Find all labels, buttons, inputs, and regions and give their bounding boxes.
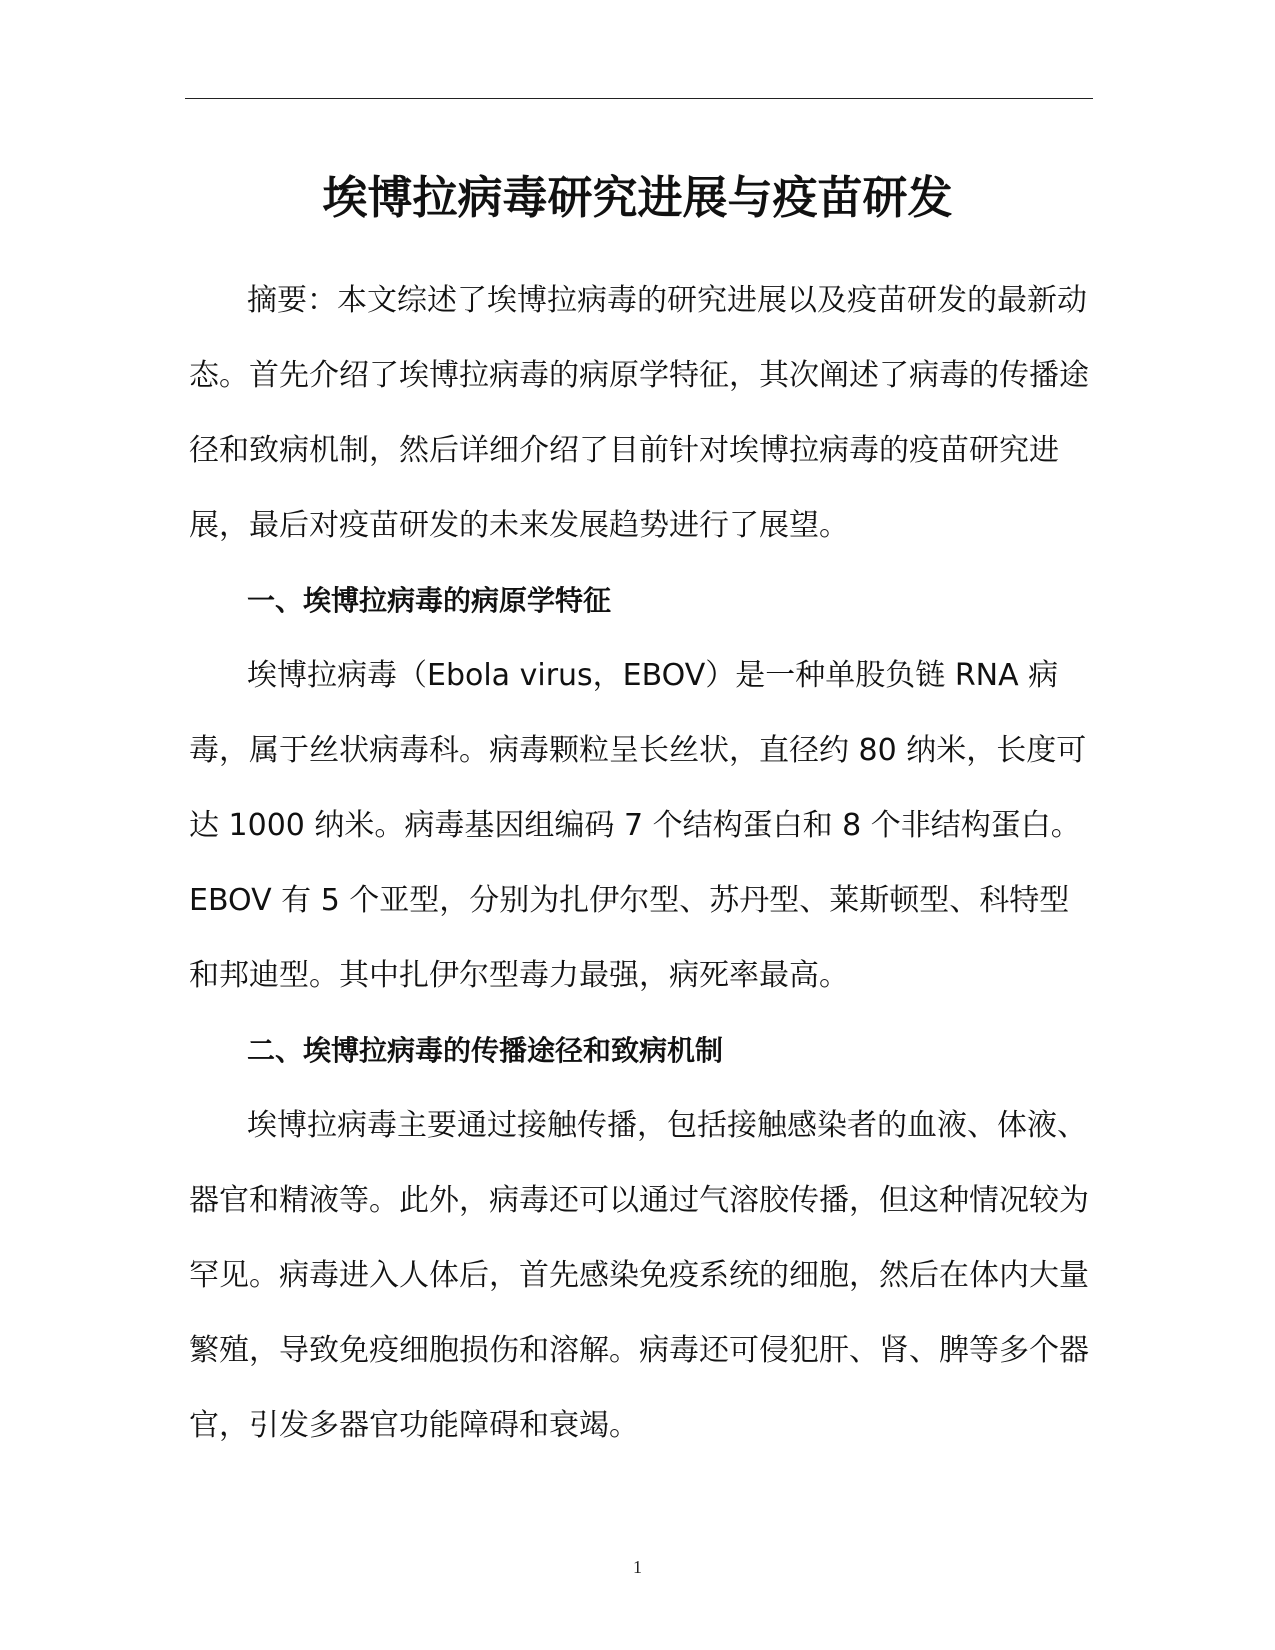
section-paragraph: 埃博拉病毒（Ebola virus，EBOV）是一种单股负链 RNA 病毒，属于丝状病毒科。病毒颗粒呈长丝状，直径约 80 纳米，长度可达 1000 纳米。病毒基因组编码 7 个结构蛋白和 8 个非结构蛋白。EBOV 有 5 个亚型，分别为扎伊尔型、苏丹型、莱斯顿型、科特型和邦迪型。其中扎伊尔型毒力最强，病死率最高。 [189, 658, 1087, 993]
header-rule [185, 98, 1093, 99]
section-pathogen [189, 563, 1089, 1013]
section-transmission [189, 1013, 1089, 1463]
section-heading: 二、埃博拉病毒的传播途径和致病机制 [247, 1034, 724, 1067]
section-paragraph: 埃博拉病毒主要通过接触传播，包括接触感染者的血液、体液、器官和精液等。此外，病毒还可以通过气溶胶传播，但这种情况较为罕见。病毒进入人体后，首先感染免疫系统的细胞，然后在体内大量繁殖，导致免疫细胞损伤和溶解。病毒还可侵犯肝、肾、脾等多个器官，引发多器官功能障碍和衰竭。 [189, 1108, 1089, 1443]
document-title: 埃博拉病毒研究进展与疫苗研发 [322, 171, 953, 224]
page-number: 1 [633, 1557, 642, 1577]
abstract-paragraph: 摘要：本文综述了埃博拉病毒的研究进展以及疫苗研发的最新动态。首先介绍了埃博拉病毒的病原学特征，其次阐述了病毒的传播途径和致病机制，然后详细介绍了目前针对埃博拉病毒的疫苗研究进展，最后对疫苗研发的未来发展趋势进行了展望。 [189, 283, 1089, 543]
section-heading: 一、埃博拉病毒的病原学特征 [247, 584, 612, 617]
document-body [189, 263, 1089, 1463]
